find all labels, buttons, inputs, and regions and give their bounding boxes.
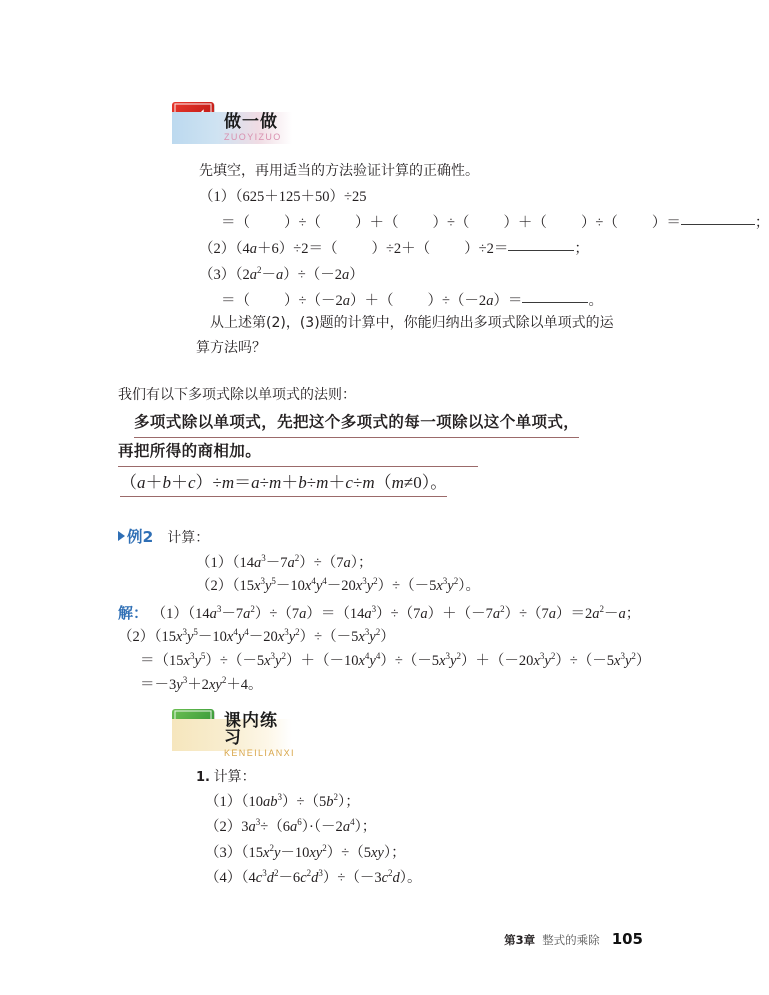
practice-item-4: $(4)(4c^3d^2-6c^2d^3)\div(-3c^2d)$。 xyxy=(205,868,422,886)
practice-header xyxy=(172,710,295,758)
item-expr: （625＋125＋50）÷25 xyxy=(235,189,367,205)
page-footer xyxy=(504,930,643,948)
zuoyizuo-question-line2: 算方法吗？ xyxy=(196,340,266,356)
practice-prompt xyxy=(196,765,256,790)
blank-line[interactable] xyxy=(508,237,574,251)
solution-label: 解： xyxy=(118,604,149,622)
practice-item-1: $(1)(10ab^3)\div(5b^2)$； xyxy=(205,792,360,810)
practice-pinyin: KENEILIANXI xyxy=(224,747,295,758)
footer-chapter: 第3章 xyxy=(504,933,536,947)
zuoyizuo-header xyxy=(172,106,292,144)
practice-prompt-text: 计算： xyxy=(213,769,256,785)
example-prompt: 计算： xyxy=(167,530,210,546)
item-label: （2） xyxy=(199,241,236,257)
example-header xyxy=(118,525,209,547)
zuoyizuo-pinyin: ZUOYIZUO xyxy=(224,132,282,142)
example-problem-1: $(1)(14a^3-7a^2)\div(7a)$； xyxy=(196,553,373,571)
zuoyizuo-item-2: （2）（4a＋6）÷2＝（ ）÷2＋（ ）÷2＝ ； xyxy=(199,237,589,262)
solution-line-2: $(2)(15x^3y^5-10x^4y^4-20x^3y^2)\div(-5x^3y^2)$ xyxy=(118,627,395,645)
zuoyizuo-item-1 xyxy=(199,185,366,210)
rule-formula: （a＋b＋c）÷m＝a÷m＋b÷m＋c÷m（m≠0）。 xyxy=(120,468,447,497)
solution-line-3: $=(15x^3y^5)\div(-5x^3y^2)+(-10x^4y^4)\div(-5x^3y^2)+(-20x^3y^2)\div(-5x^3y^2)$ xyxy=(140,651,651,669)
example-problem-2: $(2)(15x^3y^5-10x^4y^4-20x^3y^2)\div(-5x^3y^2)$。 xyxy=(196,576,480,594)
zuoyizuo-fill-1: ＝（ ）÷（ ）＋（ ）÷（ ）＋（ ）÷（ ）＝ ； xyxy=(221,211,769,236)
footer-chapter-title: 整式的乘除 xyxy=(542,933,600,947)
blank-line[interactable] xyxy=(681,211,755,225)
solution-line-4: $=-3y^3+2xy^2+4$。 xyxy=(140,675,263,693)
item-label: （3） xyxy=(199,267,236,283)
practice-item-3: $(3)(15x^2y-10xy^2)\div(5xy)$； xyxy=(205,843,406,861)
rule-bold-line2: 再把所得的商相加。 xyxy=(118,438,478,467)
blank-line[interactable] xyxy=(522,289,588,303)
rule-lead: 我们有以下多项式除以单项式的法则： xyxy=(118,387,356,403)
solution-line-1: 解： $(1)(14a^3-7a^2)\div(7a)=(14a^3)\div(7a)+(-7a^2)\div(7a)=2a^2-a$； xyxy=(118,604,641,622)
example-label: 例2 xyxy=(127,528,154,546)
triangle-marker-icon xyxy=(118,531,125,541)
practice-number: 1. xyxy=(196,770,210,785)
rule-bold-line1: 多项式除以单项式，先把这个多项式的每一项除以这个单项式， xyxy=(134,409,579,438)
zuoyizuo-fill-3: ＝（ ）÷（－2a）＋（ ）÷（－2a）＝ 。 xyxy=(221,289,603,314)
item-label: （1） xyxy=(199,189,236,205)
page-number: 105 xyxy=(611,930,643,948)
practice-title: 课内练习 xyxy=(224,710,278,748)
zuoyizuo-title: 做一做 xyxy=(224,112,278,132)
zuoyizuo-item-3: $(3)(2a^2-a)\div(-2a)$ xyxy=(199,265,364,283)
practice-item-2: $(2)3a^3\div(6a^6)\cdot(-2a^4)$； xyxy=(205,817,377,835)
zuoyizuo-question-line1: 从上述第(2)，(3)题的计算中，你能归纳出多项式除以单项式的运 xyxy=(210,315,614,331)
zuoyizuo-intro: 先填空，再用适当的方法验证计算的正确性。 xyxy=(199,163,479,179)
